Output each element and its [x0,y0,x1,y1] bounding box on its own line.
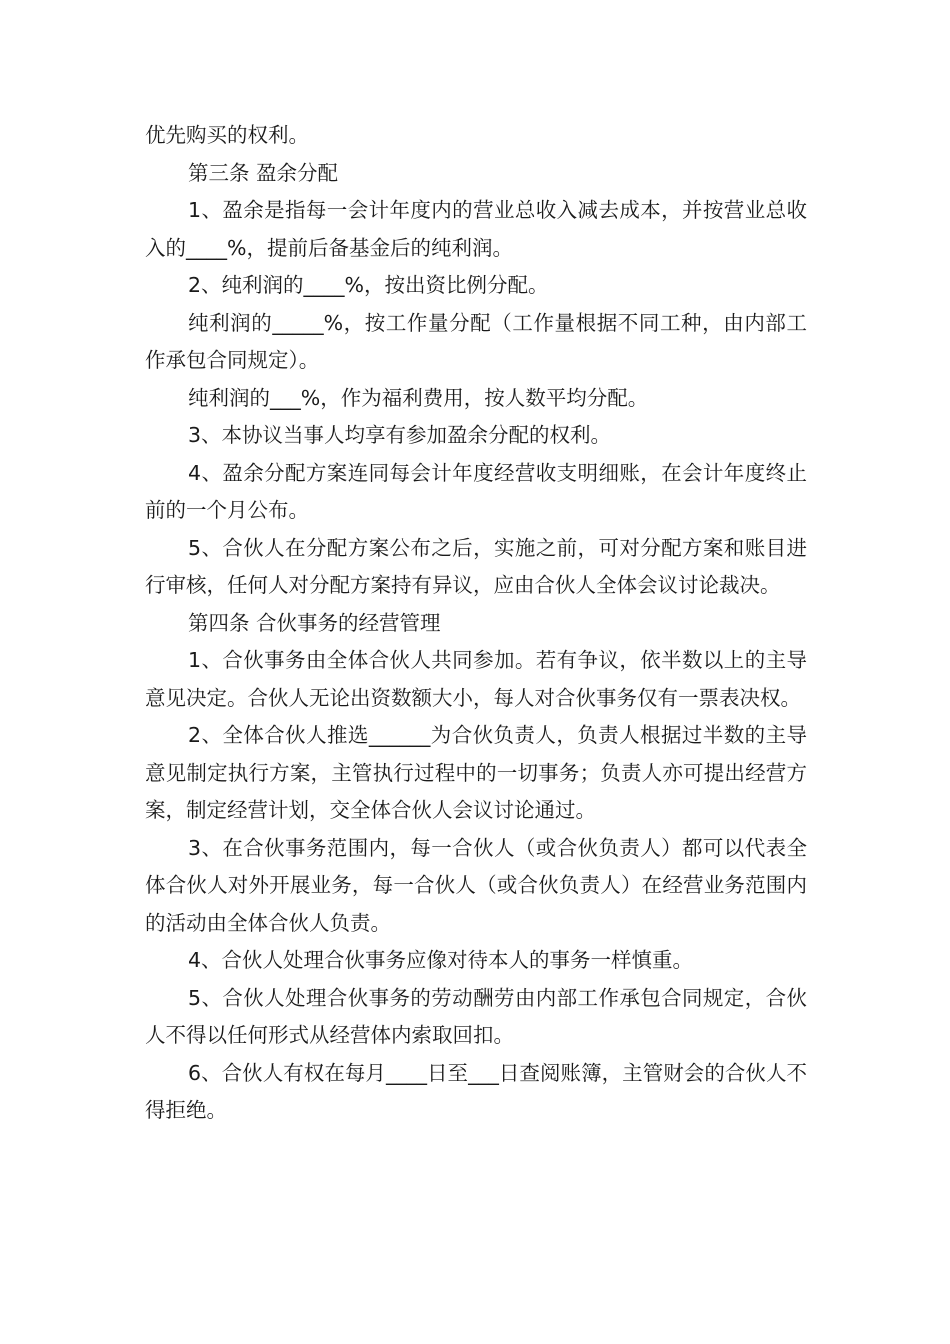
paragraph: 2、纯利润的____%，按出资比例分配。 [188,273,549,297]
paragraph: 5、合伙人处理合伙事务的劳动酬劳由内部工作承包合同规定，合伙人不得以任何形式从经营体内索取回扣。 [145,985,807,1047]
paragraph: 纯利润的___%，作为福利费用，按人数平均分配。 [188,385,649,410]
paragraph: 4、盈余分配方案连同每会计年度经营收支明细账，在会计年度终止前的一个月公布。 [145,460,807,522]
paragraph: 1、盈余是指每一会计年度内的营业总收入减去成本，并按营业总收入的____%，提前后备基金后的纯利润。 [145,198,807,260]
paragraph: 6、合伙人有权在每月____日至___日查阅账簿，主管财会的合伙人不得拒绝。 [145,1060,807,1122]
paragraph: 2、全体合伙人推选______为合伙负责人，负责人根据过半数的主导意见制定执行方案，主管执行过程中的一切事务；负责人亦可提出经营方案，制定经营计划，交全体合伙人会议讨论通过。 [145,723,807,822]
document-body [145,117,807,1130]
paragraph: 5、合伙人在分配方案公布之后，实施之前，可对分配方案和账目进行审核，任何人对分配方案持有异议，应由合伙人全体会议讨论裁决。 [145,535,807,597]
paragraph: 纯利润的_____%，按工作量分配（工作量根据不同工种，由内部工作承包合同规定）。 [145,310,807,372]
paragraph: 3、本协议当事人均享有参加盈余分配的权利。 [188,423,612,447]
paragraph: 3、在合伙事务范围内，每一合伙人（或合伙负责人）都可以代表全体合伙人对外开展业务，每一合伙人（或合伙负责人）在经营业务范围内的活动由全体合伙人负责。 [145,835,807,935]
paragraph: 1、合伙事务由全体合伙人共同参加。若有争议，依半数以上的主导意见决定。合伙人无论出资数额大小，每人对合伙事务仅有一票表决权。 [145,648,807,710]
paragraph: 4、合伙人处理合伙事务应像对待本人的事务一样慎重。 [188,948,694,972]
section-heading: 第三条 盈余分配 [188,160,339,185]
paragraph: 优先购买的权利。 [145,123,309,147]
section-heading: 第四条 合伙事务的经营管理 [188,610,441,635]
